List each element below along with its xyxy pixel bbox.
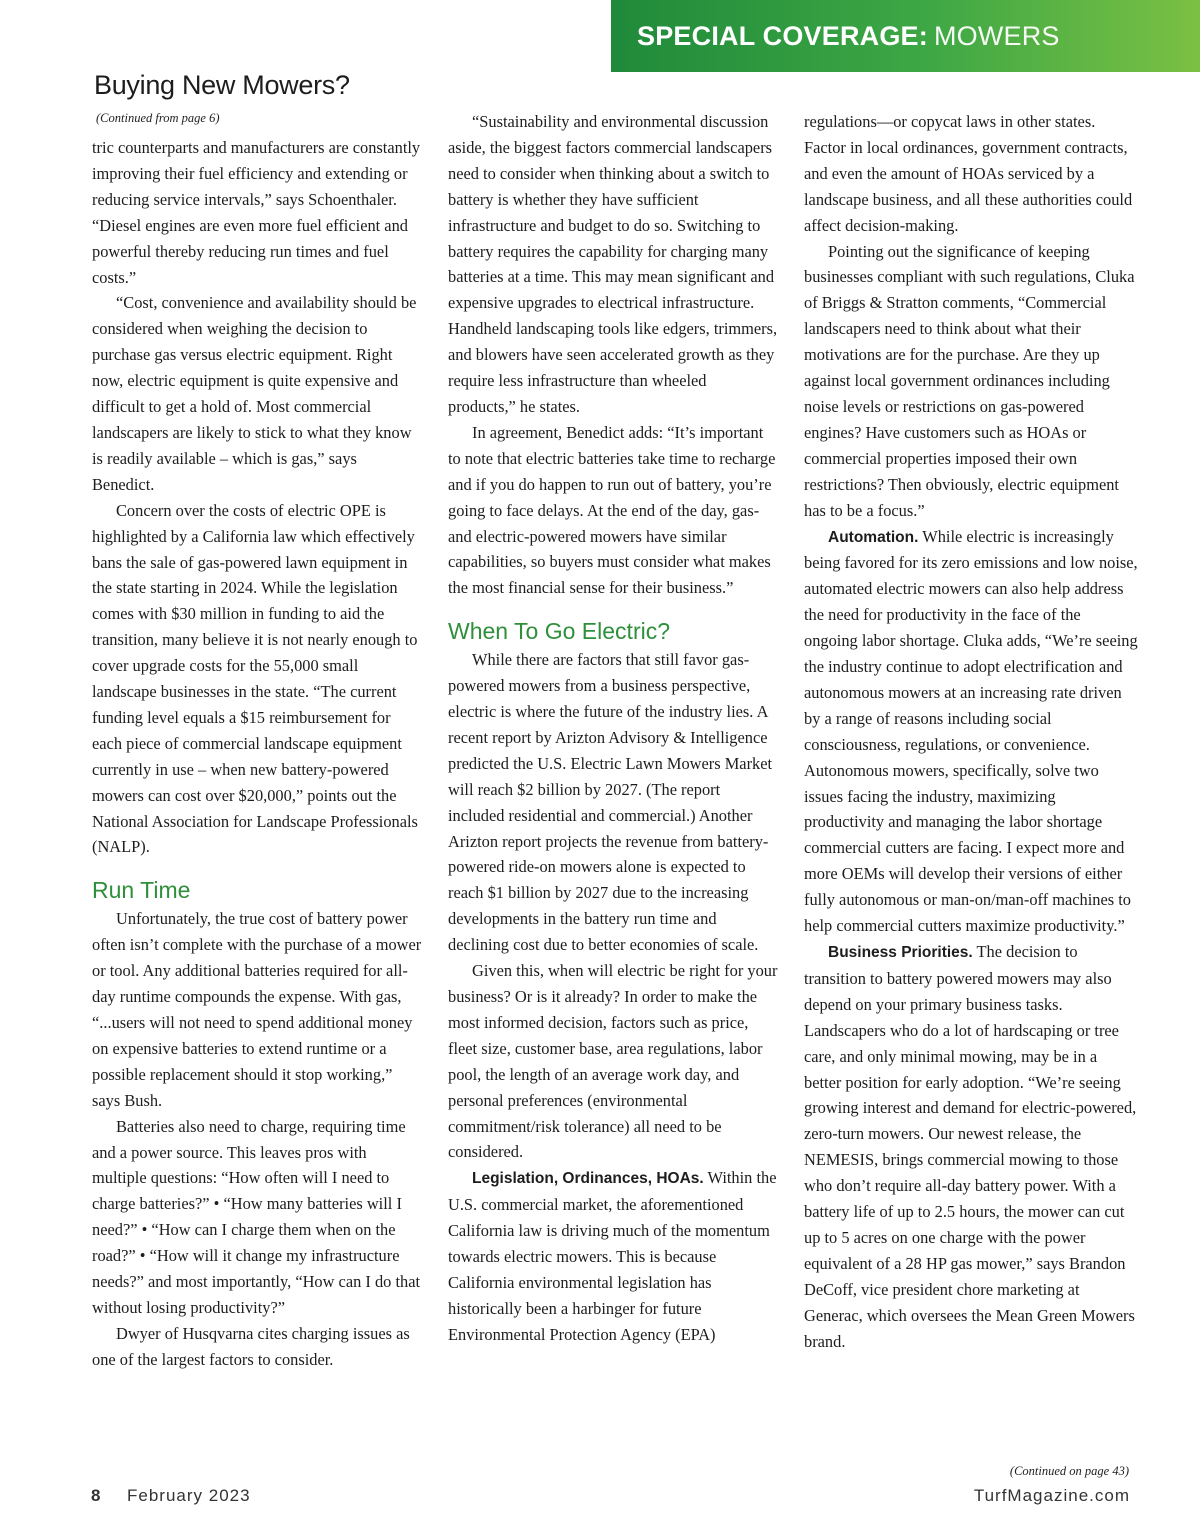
lead-automation: Automation. bbox=[828, 528, 919, 546]
col3-paragraph-3 bbox=[804, 524, 1138, 940]
col3-paragraph-4-text: The decision to transition to battery powered mowers may also depend on your primary business tasks. Landscapers who do a lot of hardscaping or tree care, and only minimal mowing, may be in a better position for early adoption. “We’re seeing growing interest and demand for electric-powered, zero-turn mowers. Our newest release, the NEMESIS, brings commercial mowing to those who don’t require all-day battery power. With a battery life of up to 2.5 hours, the mower can cut up to 5 acres on one charge with the power equivalent of a 28 HP gas mower,” says Brandon DeCoff, vice president chore marketing at Generac, which oversees the Mean Green Mowers brand. bbox=[804, 942, 1137, 1351]
col2-paragraph-3: While there are factors that still favor gas-powered mowers from a business perspective, electric is where the future of the industry lies. A recent report by Arizton Advisory & Intelligence predicted the U.S. Electric Lawn Mowers Market will reach $2 billion by 2027. (The report included residential and commercial.) Another Arizton report projects the revenue from battery-powered ride-on mowers alone is expected to reach $1 billion by 2027 due to the increasing developments in the battery run time and declining cost due to better economies of scale. bbox=[448, 650, 773, 955]
continued-from-note: (Continued from page 6) bbox=[96, 111, 220, 125]
page-number: 8 bbox=[91, 1486, 102, 1505]
column-2 bbox=[448, 109, 778, 1348]
lead-business-priorities: Business Priorities. bbox=[828, 944, 973, 961]
continued-on-note: (Continued on page 43) bbox=[1009, 1464, 1129, 1478]
article-title: Buying New Mowers? bbox=[94, 70, 350, 100]
col1-paragraph-3: Concern over the costs of electric OPE is highlighted by a California law which effectively bans the sale of gas-powered lawn equipment in the state starting in 2024. While the legislation comes with $30 million in funding to aid the transition, many believe it is not nearly enough to cover upgrade costs for the 55,000 small landscape businesses in the state. “The current funding level equals a $15 reimbursement for each piece of commercial landscape equipment currently in use – when new battery-powered mowers can cost over $20,000,” points out the National Association for Landscape Professionals (NALP). bbox=[92, 500, 418, 857]
lead-legislation: Legislation, Ordinances, HOAs. bbox=[472, 1170, 704, 1188]
issue-date: February 2023 bbox=[127, 1486, 251, 1505]
col3-paragraph-2: Pointing out the significance of keeping businesses compliant with such regulations, Cluka of Briggs & Stratton comments, “Commercial landscapers need to think about what their motivations are for the purchase. Are they up against local government ordinances including noise levels or restrictions on gas-powered engines? Have customers such as HOAs or commercial properties imposed their own restrictions? Then obviously, electric equipment has to be a focus.” bbox=[804, 241, 1135, 520]
col2-paragraph-2: In agreement, Benedict adds: “It’s important to note that electric batteries take time to recharge and if you do happen to run out of battery, you’re going to face delays. At the end of the day, gas- and electric-powered mowers have similar capabilities, so buyers must consider what makes the most financial sense for their business.” bbox=[448, 422, 776, 598]
banner-topic: MOWERS bbox=[933, 20, 1060, 51]
col3-paragraph-3-text: While electric is increasingly being favored for its zero emissions and low noise, automated electric mowers can also help address the need for productivity in the face of the ongoing labor shortage. Cluka adds, “We’re seeing the industry continue to adopt electrification and autonomous mowers at an increasing rate driven by a range of reasons including social consciousness, regulations, or convenience. Autonomous mowers, specifically, solve two issues facing the industry, maximizing productivity and managing the labor shortage commercial cutters are facing. I expect more and more OEMs will develop their versions of either fully autonomous or man-on/man-off machines to help commercial cutters maximize productivity.” bbox=[804, 526, 1138, 936]
col2-paragraph-4: Given this, when will electric be right for your business? Or is it already? In order to make the most informed decision, factors such as price, fleet size, customer base, area regulations, labor pool, the length of an average work day, and personal preferences (environmental commitment/risk tolerance) all need to be considered. bbox=[448, 961, 778, 1162]
heading-when-to-go-electric: When To Go Electric? bbox=[448, 618, 671, 645]
column-1 bbox=[92, 135, 422, 1373]
section-banner bbox=[611, 0, 1200, 72]
heading-run-time: Run Time bbox=[92, 877, 191, 904]
website-url: TurfMagazine.com bbox=[973, 1486, 1130, 1505]
col1-paragraph-6: Dwyer of Husqvarna cites charging issues as one of the largest factors to consider. bbox=[92, 1323, 410, 1369]
col1-paragraph-5: Batteries also need to charge, requiring time and a power source. This leaves pros with multiple questions: “How often will I need to charge batteries?” • “How many batteries will I need?” • “How can I charge them when on the road?” • “How will it change my infrastructure needs?” and most importantly, “How can I do that without losing productivity?” bbox=[92, 1116, 421, 1317]
col1-paragraph-1: tric counterparts and manufacturers are constantly improving their fuel efficiency and extending or reducing service intervals,” says Schoenthaler. “Diesel engines are even more fuel efficient and powerful thereby reducing run times and fuel costs.” bbox=[92, 138, 421, 287]
col1-paragraph-2: “Cost, convenience and availability should be considered when weighing the decision to purchase gas versus electric equipment. Right now, electric equipment is quite expensive and difficult to get a hold of. Most commercial landscapers are likely to stick to what they know is readily available – which is gas,” says Benedict. bbox=[92, 293, 417, 494]
column-3 bbox=[804, 109, 1138, 1355]
banner-prefix: SPECIAL COVERAGE: bbox=[637, 20, 928, 51]
col3-paragraph-4 bbox=[804, 939, 1138, 1355]
col1-paragraph-4: Unfortunately, the true cost of battery power often isn’t complete with the purchase of a mower or tool. Any additional batteries required for all-day runtime compounds the expense. With gas, “...users will not need to spend additional money on expensive batteries to extend runtime or a possible replacement should it stop working,” says Bush. bbox=[92, 909, 422, 1110]
col2-paragraph-1: “Sustainability and environmental discussion aside, the biggest factors commercial landscapers need to consider when thinking about a switch to battery is whether they have sufficient infrastructure and budget to do so. Switching to battery requires the capability for charging many batteries at a time. This may mean significant and expensive upgrades to electrical infrastructure. Handheld landscaping tools like edgers, trimmers, and blowers have seen accelerated growth as they require less infrastructure than wheeled products,” he states. bbox=[448, 112, 778, 416]
col3-paragraph-1: regulations—or copycat laws in other states. Factor in local ordinances, government contracts, and even the amount of HOAs serviced by a landscape business, and all these authorities could affect decision-making. bbox=[804, 112, 1133, 235]
col2-paragraph-5-text: Within the U.S. commercial market, the aforementioned California law is driving much of the momentum towards electric mowers. This is because California environmental legislation has historically been a harbinger for future Environmental Protection Agency (EPA) bbox=[448, 1168, 777, 1344]
col2-paragraph-5 bbox=[448, 1165, 778, 1347]
